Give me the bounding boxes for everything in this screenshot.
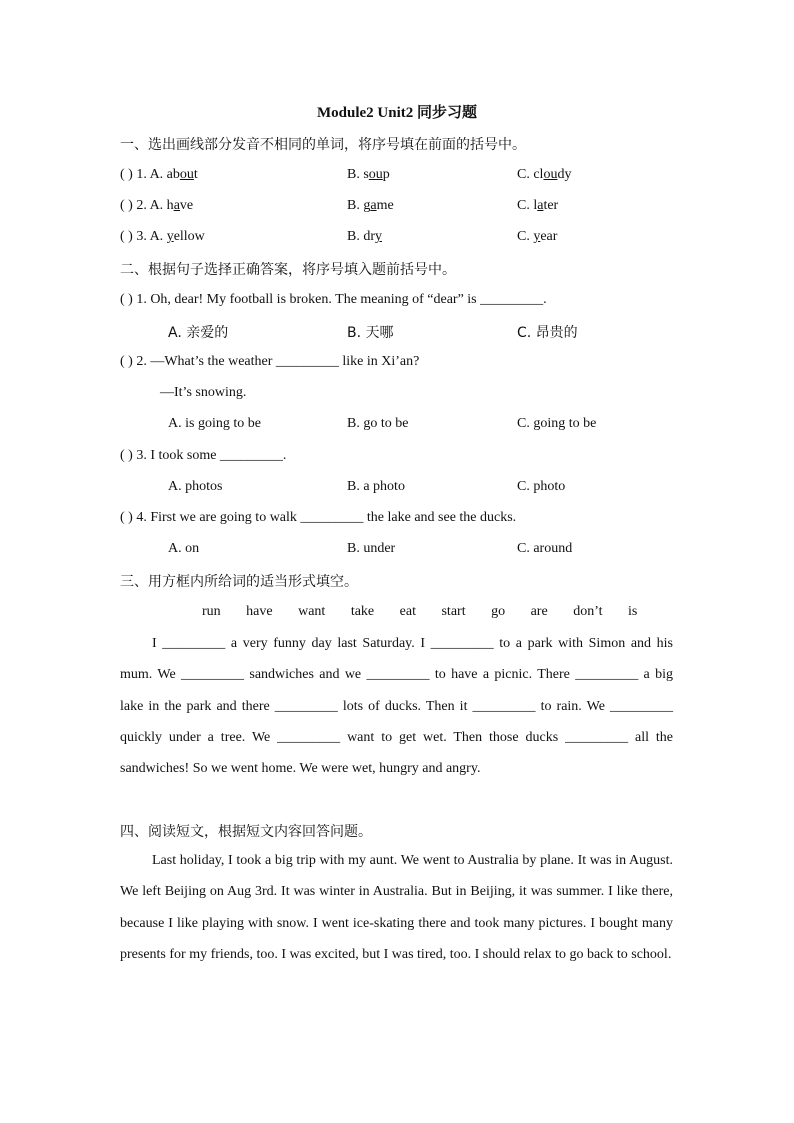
s2-q4-stem: ( ) 4. First we are going to walk _________ the lake and see the ducks. <box>120 510 517 525</box>
s3-passage-text: I _________ a very funny day last Saturday. I _________ to a park with Simon and his mum. We _________ sandwiches and we _________ to have a picnic. There _________ a big lake in the park and there _________ lots of ducks. Then it _________ to rain. We _________ quickly under a tree. We _________ want to get wet. Then those ducks _________ all the sandwiches! So we went home. We were wet, hungry and angry. <box>120 636 673 777</box>
s1-item-1 <box>120 167 680 183</box>
option-b: B. dry <box>347 229 382 244</box>
answer-paren: ( ) <box>120 198 133 213</box>
s2-q2-stem: ( ) 2. —What’s the weather _________ like in Xi’an? <box>120 354 420 369</box>
option-b: B. soup <box>347 167 390 182</box>
s4-passage <box>120 845 673 970</box>
option-a: A. about <box>149 167 198 182</box>
option-c: C. cloudy <box>517 167 572 182</box>
s2-q4-option-a: A. on <box>168 541 200 556</box>
s1-item-3 <box>120 229 680 245</box>
word-bank-item: go <box>491 604 506 619</box>
section-2-heading: 二、根据句子选择正确答案，将序号填入题前括号中。 <box>120 262 456 278</box>
option-a: A. have <box>149 198 194 213</box>
s2-q2-option-c: C. going to be <box>517 416 597 431</box>
item-number: 2. <box>136 198 147 213</box>
word-bank-item: are <box>530 604 548 619</box>
word-bank <box>202 604 659 620</box>
s3-passage <box>120 628 673 784</box>
s2-q4-option-b: B. under <box>347 541 396 556</box>
option-c: C. later <box>517 198 559 213</box>
answer-paren: ( ) <box>120 229 133 244</box>
word-bank-item: is <box>628 604 638 619</box>
section-1-heading: 一、选出画线部分发音不相同的单词，将序号填在前面的括号中。 <box>120 137 526 153</box>
option-b: B. game <box>347 198 394 213</box>
s2-q1-stem: ( ) 1. Oh, dear! My football is broken. The meaning of “dear” is _________. <box>120 292 547 307</box>
s2-q2-option-b: B. go to be <box>347 416 409 431</box>
word-bank-item: take <box>350 604 375 619</box>
word-bank-item: want <box>298 604 326 619</box>
s4-passage-text: Last holiday, I took a big trip with my aunt. We went to Australia by plane. It was in August. We left Beijing on Aug 3rd. It was winter in Australia. But in Beijing, it was summer. I like there, because I like playing with snow. I went ice-skating there and took many pictures. I bought many presents for my friends, too. I was excited, but I was tired, too. I should relax to go back to school. <box>120 853 673 962</box>
word-bank-item: run <box>202 604 221 619</box>
s2-q3-option-c: C. photo <box>517 479 566 494</box>
s2-q1-option-a: A. 亲爱的 <box>168 325 229 341</box>
answer-paren: ( ) <box>120 167 133 182</box>
option-a: A. yellow <box>149 229 205 244</box>
s2-q3-option-a: A. photos <box>168 479 223 494</box>
s1-item-2 <box>120 198 680 214</box>
s2-q4-option-c: C. around <box>517 541 573 556</box>
s2-q2-stem-response: —It’s snowing. <box>160 385 247 400</box>
item-number: 3. <box>136 229 147 244</box>
word-bank-item: eat <box>399 604 416 619</box>
page-title: Module2 Unit2 同步习题 <box>316 105 477 121</box>
s2-q1-option-c: C. 昂贵的 <box>517 325 578 341</box>
option-c: C. year <box>517 229 558 244</box>
item-number: 1. <box>136 167 147 182</box>
s2-q2-option-a: A. is going to be <box>168 416 261 431</box>
s2-q1-option-b: B. 天哪 <box>347 325 394 341</box>
word-bank-item: don’t <box>573 604 603 619</box>
word-bank-item: have <box>246 604 273 619</box>
s2-q3-stem: ( ) 3. I took some _________. <box>120 448 287 463</box>
s2-q3-option-b: B. a photo <box>347 479 405 494</box>
section-3-heading: 三、用方框内所给词的适当形式填空。 <box>120 574 358 590</box>
section-4-heading: 四、阅读短文，根据短文内容回答问题。 <box>120 824 372 840</box>
word-bank-item: start <box>441 604 466 619</box>
